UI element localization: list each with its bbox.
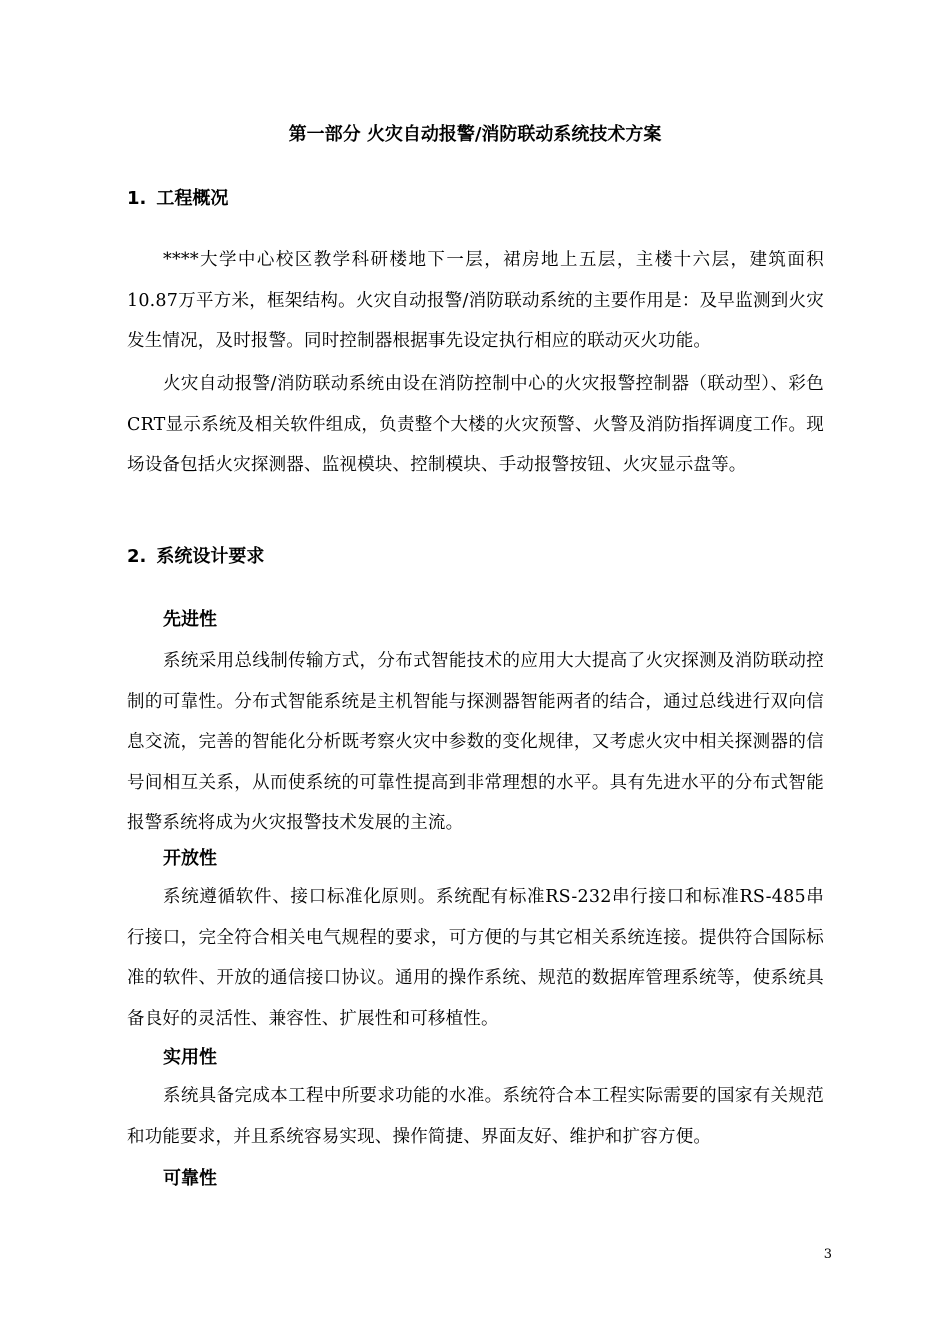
section-title: 系统设计要求 [156, 546, 265, 567]
section-heading-project-overview [127, 186, 228, 212]
paragraph-project-overview-2: 火灾自动报警/消防联动系统由设在消防控制中心的火灾报警控制器（联动型）、彩色CRT显示系统及相关软件组成，负责整个大楼的火灾预警、火警及消防指挥调度工作。现场设备包括火灾探测器、监视模块、控制模块、手动报警按钮、火灾显示盘等。 [127, 374, 824, 475]
paragraph-openness: 系统遵循软件、接口标准化原则。系统配有标准RS-232串行接口和标准RS-485串行接口，完全符合相关电气规程的要求，可方便的与其它相关系统连接。提供符合国际标准的软件、开放的通信接口协议。通用的操作系统、规范的数据库管理系统等，使系统具备良好的灵活性、兼容性、扩展性和可移植性。 [127, 887, 824, 1029]
paragraph-advanced: 系统采用总线制传输方式，分布式智能技术的应用大大提高了火灾探测及消防联动控制的可靠性。分布式智能系统是主机智能与探测器智能两者的结合，通过总线进行双向信息交流，完善的智能化分析既考察火灾中参数的变化规律，又考虑火灾中相关探测器的信号间相互关系，从而使系统的可靠性提高到非常理想的水平。具有先进水平的分布式智能报警系统将成为火灾报警技术发展的主流。 [127, 651, 824, 833]
subsection-heading-openness: 开放性 [163, 848, 217, 869]
section-title: 工程概况 [156, 188, 229, 209]
subsection-heading-advanced: 先进性 [163, 609, 217, 630]
page-number: 3 [823, 1247, 832, 1262]
subsection-heading-reliability: 可靠性 [163, 1168, 217, 1189]
subsection-heading-practicality: 实用性 [163, 1047, 217, 1068]
section-number: 2. [127, 546, 147, 567]
paragraph-project-overview-1: ****大学中心校区教学科研楼地下一层，裙房地上五层，主楼十六层，建筑面积10.87万平方米，框架结构。火灾自动报警/消防联动系统的主要作用是：及早监测到火灾发生情况，及时报警。同时控制器根据事先设定执行相应的联动灭火功能。 [127, 250, 824, 351]
section-number: 1. [127, 188, 147, 209]
section-heading-design-requirements [127, 544, 264, 570]
document-title: 第一部分 火灾自动报警/消防联动系统技术方案 [288, 124, 662, 145]
paragraph-practicality: 系统具备完成本工程中所要求功能的水准。系统符合本工程实际需要的国家有关规范和功能要求，并且系统容易实现、操作简捷、界面友好、维护和扩容方便。 [127, 1086, 824, 1147]
